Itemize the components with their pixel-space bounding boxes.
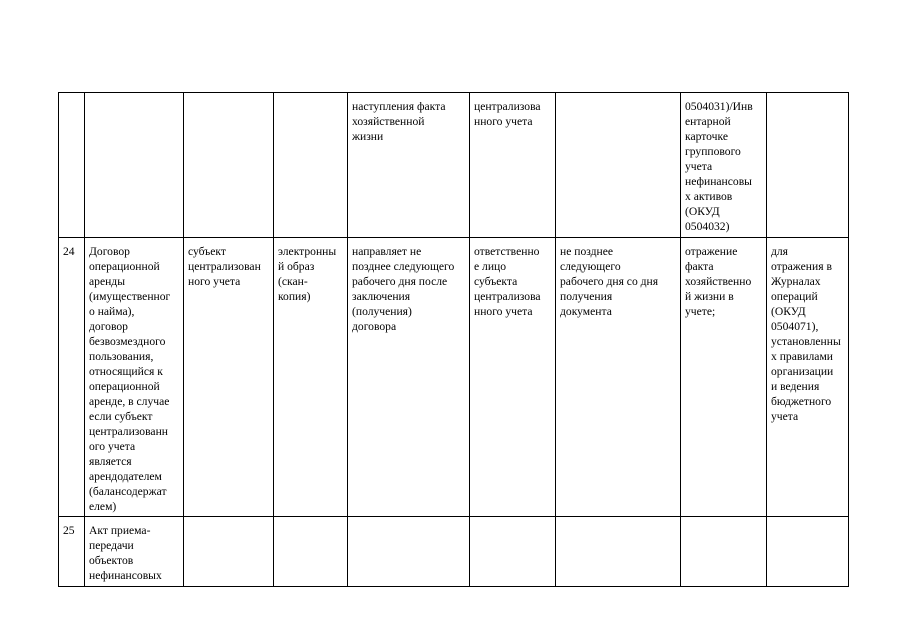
table-row	[59, 93, 849, 238]
table-row	[59, 517, 849, 587]
register-cell	[767, 517, 849, 587]
accounting-action-cell: 0504031)/Инв ентарной карточке группового учета нефинансовы х активов (ОКУД 0504032)	[681, 93, 767, 238]
table-row	[59, 238, 849, 517]
register-cell	[767, 93, 849, 238]
processing-term-cell: не позднее следующего рабочего дня со дня получения документа	[556, 238, 681, 517]
document-form-cell	[274, 517, 348, 587]
document-name-cell: Договор операционной аренды (имущественног о найма), договор безвозмездного пользования, относящийся к операционной аренде, в случае если субъект централизованн ого учета является арендодателем (балансодержат елем)	[85, 238, 184, 517]
row-number-cell: 24	[59, 238, 85, 517]
processing-term-cell	[556, 93, 681, 238]
processing-term-cell	[556, 517, 681, 587]
accounting-action-cell	[681, 517, 767, 587]
submission-term-cell: направляет не позднее следующего рабочего дня после заключения (получения) договора	[348, 238, 470, 517]
recipient-cell: ответственно е лицо субъекта централизова нного учета	[470, 238, 556, 517]
document-name-cell	[85, 93, 184, 238]
recipient-cell	[470, 517, 556, 587]
responsible-party-cell	[184, 93, 274, 238]
accounting-action-cell: отражение факта хозяйственно й жизни в учете;	[681, 238, 767, 517]
row-number-cell	[59, 93, 85, 238]
row-number-cell: 25	[59, 517, 85, 587]
register-cell: для отражения в Журналах операций (ОКУД 0504071), установленны х правилами организации и ведения бюджетного учета	[767, 238, 849, 517]
document-table	[58, 92, 849, 587]
submission-term-cell	[348, 517, 470, 587]
recipient-cell: централизова нного учета	[470, 93, 556, 238]
document-form-cell	[274, 93, 348, 238]
submission-term-cell: наступления факта хозяйственной жизни	[348, 93, 470, 238]
document-name-cell: Акт приема- передачи объектов нефинансовых	[85, 517, 184, 587]
document-form-cell: электронны й образ (скан- копия)	[274, 238, 348, 517]
responsible-party-cell	[184, 517, 274, 587]
responsible-party-cell: субъект централизован ного учета	[184, 238, 274, 517]
